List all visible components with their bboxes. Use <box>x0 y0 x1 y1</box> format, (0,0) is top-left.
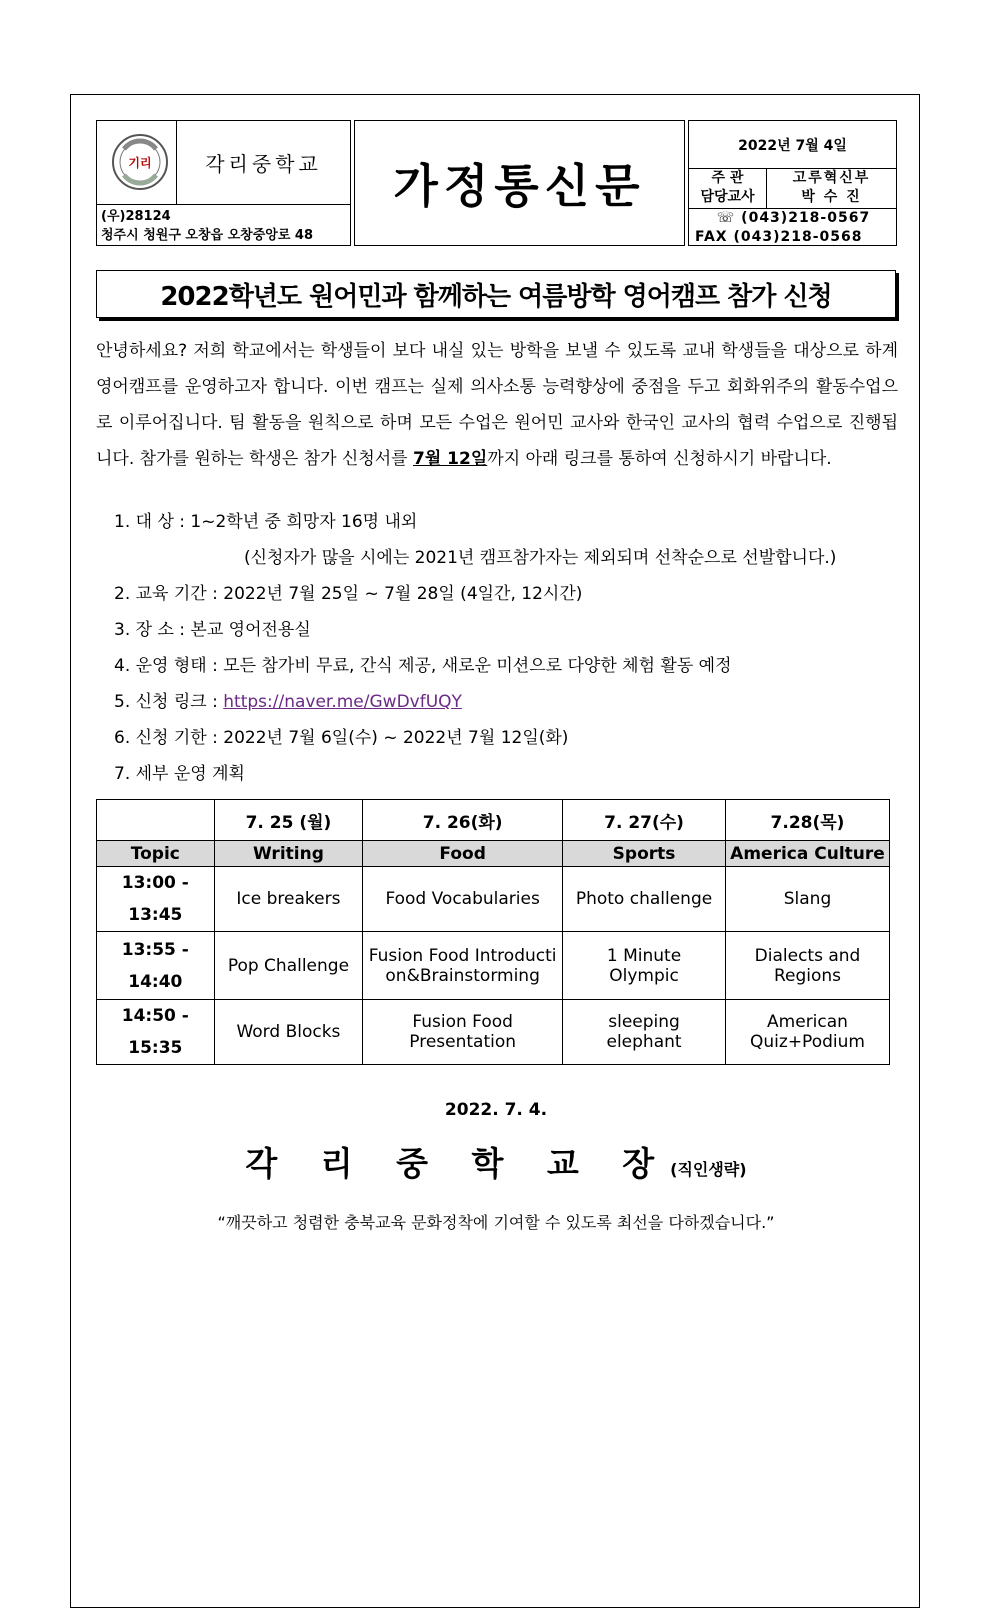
principal-title: 각 리 중 학 교 장 <box>245 1144 671 1183</box>
time-end: 14:40 <box>128 971 183 992</box>
role-label <box>689 169 767 209</box>
department <box>767 169 896 209</box>
table-header: 7. 26(화) <box>363 800 563 841</box>
school-info-box <box>96 120 351 246</box>
intro-text-end: 까지 아래 링크를 통하여 신청하시기 바랍니다. <box>487 449 832 469</box>
table-header: 7.28(목) <box>726 800 890 841</box>
motto: “깨끗하고 청렴한 충북교육 문화정착에 기여할 수 있도록 최선을 다하겠습니다.” <box>217 1213 775 1232</box>
table-cell: Slang <box>726 867 890 932</box>
address-block <box>101 207 348 245</box>
list-item <box>114 684 904 720</box>
logo-text: 기리 <box>128 156 152 170</box>
list-item: 1. 대 상 : 1~2학년 중 희망자 16명 내외 <box>114 512 418 532</box>
table-header <box>97 800 215 841</box>
table-header: 7. 27(수) <box>563 800 726 841</box>
table-row <box>97 867 890 932</box>
table-cell <box>363 1000 563 1065</box>
contact-box <box>688 120 897 246</box>
time-end: 15:35 <box>128 1038 183 1058</box>
table-cell: Food Vocabularies <box>363 867 563 932</box>
time-start: 14:50 - <box>121 1006 189 1026</box>
list-item: 2. 교육 기간 : 2022년 7월 25일 ~ 7월 28일 (4일간, 12시간) <box>114 584 583 604</box>
list-item: 3. 장 소 : 본교 영어전용실 <box>114 620 311 640</box>
table-cell-text: Fusion Food Introduction&Brainstorming <box>368 945 557 986</box>
phone-number: ☏ (043)218-0567 <box>716 210 871 226</box>
table-cell: Ice breakers <box>214 867 363 932</box>
table-cell <box>563 932 726 1000</box>
time-cell <box>97 932 215 1000</box>
topic-header-row <box>97 841 890 867</box>
role-label-line2: 담당교사 <box>700 189 755 205</box>
table-cell: Pop Challenge <box>214 932 363 1000</box>
school-logo <box>111 133 169 191</box>
deadline-emphasis: 7월 12일 <box>413 449 488 469</box>
table-cell <box>726 1000 890 1065</box>
time-start: 13:55 - <box>121 939 189 960</box>
info-list <box>114 504 904 792</box>
table-cell-text: 1 Minute Olympic <box>606 945 682 986</box>
time-cell <box>97 1000 215 1065</box>
school-name: 각리중학교 <box>177 121 350 205</box>
table-cell <box>563 1000 726 1065</box>
table-header: Food <box>363 841 563 867</box>
table-header: Sports <box>563 841 726 867</box>
link-label: 5. 신청 링크 : <box>114 692 224 712</box>
table-cell <box>726 932 890 1000</box>
postal-code: (우)28124 <box>101 209 171 224</box>
table-header: Writing <box>214 841 363 867</box>
date-header-row <box>97 800 890 841</box>
table-cell-text: Dialects and Regions <box>754 945 861 986</box>
schedule-table <box>96 799 890 1065</box>
table-cell: Photo challenge <box>563 867 726 932</box>
phone-fax <box>695 209 892 247</box>
time-end: 13:45 <box>128 905 183 925</box>
seal-note: (직인생략) <box>670 1160 747 1179</box>
department-name: 고루혁신부 <box>792 170 871 186</box>
list-item: 7. 세부 운영 계획 <box>114 764 245 784</box>
role-label-line1: 주 관 <box>711 170 744 186</box>
table-cell-text: American Quiz+Podium <box>750 1012 865 1052</box>
table-cell-text: Fusion Food Presentation <box>409 1012 517 1052</box>
table-row <box>97 932 890 1000</box>
table-header: 7. 25 (월) <box>214 800 363 841</box>
list-item: 6. 신청 기한 : 2022년 7월 6일(수) ~ 2022년 7월 12일(화) <box>114 728 569 748</box>
time-cell <box>97 867 215 932</box>
table-header: America Culture <box>726 841 890 867</box>
table-cell-text: sleeping elephant <box>606 1012 682 1052</box>
intro-paragraph <box>96 333 898 477</box>
teacher-name: 박 수 진 <box>801 189 862 205</box>
issue-date: 2022년 7월 4일 <box>689 121 896 169</box>
table-header: Topic <box>97 841 215 867</box>
newsletter-title: 가정통신문 <box>354 120 685 246</box>
fax-number: FAX (043)218-0568 <box>695 229 863 245</box>
principal-signature <box>0 1138 992 1185</box>
logo-cell <box>97 121 177 205</box>
address: 청주시 청원구 오창읍 오창중앙로 48 <box>101 228 314 243</box>
document-title: 2022학년도 원어민과 함께하는 여름방학 영어캠프 참가 신청 <box>96 270 896 318</box>
time-start: 13:00 - <box>121 873 189 893</box>
list-item-note: (신청자가 많을 시에는 2021년 캠프참가자는 제외되며 선착순으로 선발합니다.) <box>244 548 837 568</box>
list-item: 4. 운영 형태 : 모든 참가비 무료, 간식 제공, 새로운 미션으로 다양한 체험 활동 예정 <box>114 656 732 676</box>
table-row <box>97 1000 890 1065</box>
intro-text: 안녕하세요? 저희 학교에서는 학생들이 보다 내실 있는 방학을 보낼 수 있도록 교내 학생들을 대상으로 하계 영어캠프를 운영하고자 합니다. 이번 캠프는 실제 의사소통 능력향상에 중점을 두고 회화위주의 활동수업으로 이루어집니다. 팀 활동을 원칙으로 하며 모든 수업은 원어민 교사와 한국인 교사의 협력 수업으로 진행됩니다. 참가를 원하는 학생은 참가 신청서를 <box>96 341 898 469</box>
responsible-row <box>689 169 896 209</box>
table-cell: Word Blocks <box>214 1000 363 1065</box>
signature-date: 2022. 7. 4. <box>444 1100 548 1120</box>
table-cell <box>363 932 563 1000</box>
apply-link[interactable]: https://naver.me/GwDvfUQY <box>223 692 462 712</box>
